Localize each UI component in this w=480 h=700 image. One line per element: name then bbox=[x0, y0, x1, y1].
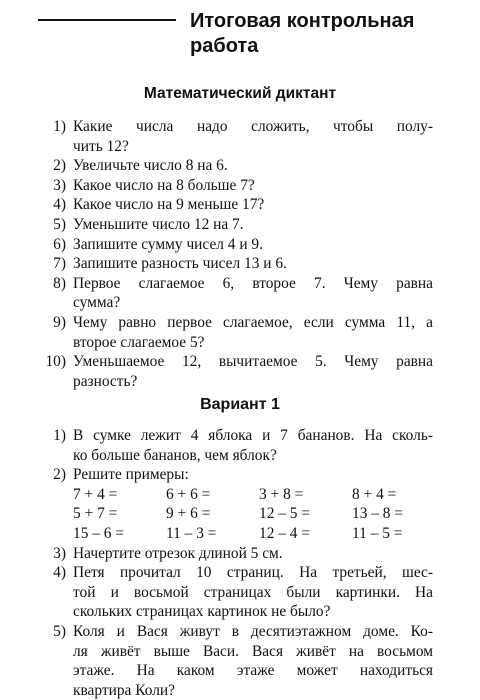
task-text-line: Петя прочитал 10 страниц. На третьей, шес- bbox=[73, 564, 433, 582]
task-item bbox=[0, 352, 480, 391]
task-text-line: скольких страницах картинок не было? bbox=[73, 603, 331, 621]
task-item bbox=[0, 426, 480, 465]
task-item bbox=[0, 117, 480, 156]
task-item bbox=[0, 313, 480, 352]
task-text-line: Увеличьте число 8 на 6. bbox=[73, 157, 228, 175]
example-expression: 12 – 5 = bbox=[259, 505, 311, 523]
task-text-line: Первое слагаемое 6, второе 7. Чему равна bbox=[73, 274, 433, 292]
task-text-line: этаже. На каком этаже может находиться bbox=[73, 662, 433, 680]
task-item bbox=[0, 274, 480, 313]
task-text-line: Запишите разность чисел 13 и 6. bbox=[73, 255, 287, 273]
task-item bbox=[0, 563, 480, 622]
task-text-line: Начертите отрезок длиной 5 см. bbox=[73, 544, 283, 562]
task-text-line: квартира Коли? bbox=[73, 681, 175, 699]
page-title-line: работа bbox=[190, 35, 259, 57]
task-number: 7) bbox=[53, 255, 66, 273]
task-number: 9) bbox=[53, 313, 66, 331]
task-text-line: второе слагаемое 5? bbox=[73, 333, 205, 351]
example-expression: 15 – 6 = bbox=[73, 524, 125, 542]
task-text-line: Какое число на 9 меньше 17? bbox=[73, 196, 265, 214]
task-text-line: Какие числа надо сложить, чтобы полу- bbox=[73, 118, 433, 135]
task-number: 3) bbox=[53, 544, 66, 562]
task-text-line: Какое число на 8 больше 7? bbox=[73, 176, 255, 194]
task-item bbox=[0, 156, 480, 176]
examples-grid bbox=[73, 485, 480, 544]
task-text-line: чить 12? bbox=[73, 137, 129, 155]
task-number: 5) bbox=[53, 622, 66, 640]
task-number: 4) bbox=[53, 196, 66, 214]
task-text-line: Уменьшаемое 12, вычитаемое 5. Чему равна bbox=[73, 353, 433, 371]
task-text-line: Запишите сумму чисел 4 и 9. bbox=[73, 235, 263, 253]
header-rule bbox=[38, 19, 176, 21]
task-number: 2) bbox=[53, 157, 66, 175]
task-number: 1) bbox=[53, 427, 66, 444]
task-item bbox=[0, 465, 480, 485]
dictation-list bbox=[0, 117, 480, 391]
task-text-line: ля живёт выше Васи. Вася живёт на восьмом bbox=[73, 642, 433, 660]
dictation-title: Математический диктант bbox=[143, 85, 337, 102]
task-text-line: той и восьмой страницах были картинки. На bbox=[73, 583, 433, 601]
task-text-line: Чему равно первое слагаемое, если сумма 11, а bbox=[73, 313, 433, 331]
task-number: 3) bbox=[53, 176, 66, 194]
example-expression: 6 + 6 = bbox=[166, 485, 211, 503]
task-text-line: В сумке лежит 4 яблока и 7 бананов. На сколь- bbox=[73, 427, 433, 444]
task-text-line: разность? bbox=[73, 372, 138, 390]
task-number: 2) bbox=[53, 466, 66, 484]
example-expression: 12 – 4 = bbox=[259, 524, 311, 542]
task-number: 4) bbox=[53, 564, 66, 582]
task-text-line: Коля и Вася живут в десятиэтажном доме. Ко- bbox=[73, 622, 433, 640]
example-expression: 3 + 8 = bbox=[259, 485, 304, 503]
task-text-line: ко больше бананов, чем яблок? bbox=[73, 446, 277, 464]
example-expression: 8 + 4 = bbox=[352, 485, 397, 503]
example-expression: 9 + 6 = bbox=[166, 505, 211, 523]
task-item bbox=[0, 215, 480, 235]
task-text-line: сумма? bbox=[73, 294, 121, 312]
task-item bbox=[0, 544, 480, 564]
task-number: 1) bbox=[53, 118, 66, 135]
example-expression: 5 + 7 = bbox=[73, 505, 118, 523]
example-expression: 11 – 3 = bbox=[166, 524, 217, 542]
task-item bbox=[0, 254, 480, 274]
task-item bbox=[0, 622, 480, 700]
task-item bbox=[0, 235, 480, 255]
example-expression: 7 + 4 = bbox=[73, 485, 118, 503]
example-expression: 11 – 5 = bbox=[352, 524, 403, 542]
task-number: 6) bbox=[53, 235, 66, 253]
task-number: 8) bbox=[53, 274, 66, 292]
page-title bbox=[190, 9, 450, 59]
page-title-line: Итоговая контрольная bbox=[190, 10, 415, 32]
task-number: 10) bbox=[45, 353, 66, 371]
task-text-line: Уменьшите число 12 на 7. bbox=[73, 215, 244, 233]
task-number: 5) bbox=[53, 215, 66, 233]
variant-title: Вариант 1 bbox=[200, 396, 280, 413]
variant-task-list bbox=[0, 426, 480, 700]
task-item bbox=[0, 176, 480, 196]
task-text-line: Решите примеры: bbox=[73, 466, 189, 484]
task-item bbox=[0, 195, 480, 215]
example-expression: 13 – 8 = bbox=[352, 505, 404, 523]
